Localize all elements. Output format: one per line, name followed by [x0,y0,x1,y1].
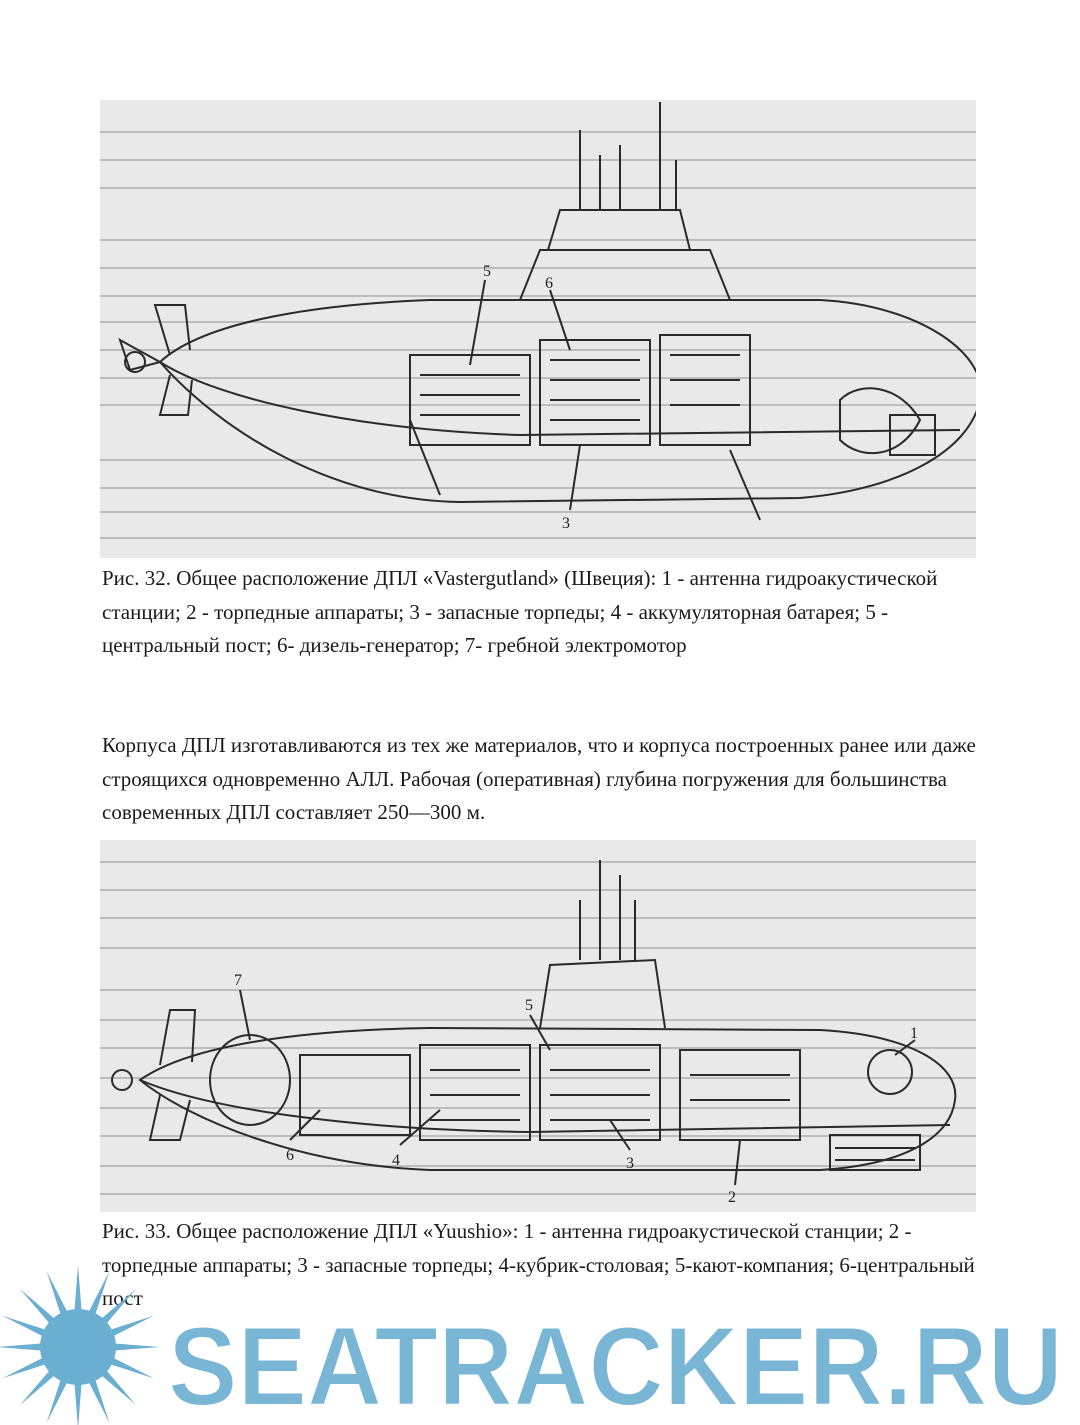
sun-ray [99,1289,136,1326]
sun-ray [2,1316,48,1338]
figure-32-submarine-drawing [100,100,976,558]
watermark-text: SEATRACKER.RU [168,1304,1063,1425]
fig33-callout-2: 2 [728,1189,736,1206]
fig33-callout-3: 3 [626,1155,634,1172]
fig32-callout-5: 5 [483,263,491,280]
figure-33-caption-text: Рис. 33. Общее расположение ДПЛ «Yuushio»: 1 - антенна гидроакустической станции; 2 - торпедные аппараты; 3 - запасные торпеды; 4-кубрик-столовая; 5-кают-компания; 6-центральный пост [102,1219,975,1310]
body-paragraph-text: Корпуса ДПЛ изготавливаются из тех же материалов, что и корпуса построенных ранее или даже строящихся одновременно АЛЛ. Рабочая (оперативная) глубина погружения для большинства современных ДПЛ составляет 250—300 м. [102,733,976,824]
sun-ray [2,1356,48,1378]
figure-32-caption [102,562,982,663]
body-paragraph [102,729,982,830]
sun-ray [112,1343,160,1350]
sun-ray [108,1316,154,1338]
sun-ray [99,1368,136,1405]
sun-ray [20,1289,57,1326]
fig33-callout-4: 4 [392,1152,400,1169]
fig33-callout-6: 6 [286,1147,294,1164]
sun-ray [74,1265,81,1313]
sun-ray [47,1271,69,1317]
seatracker-watermark [0,1265,1080,1425]
sun-ray [74,1381,81,1425]
sun-ray [108,1356,154,1378]
sun-ray [87,1377,109,1423]
fig32-callout-3: 3 [562,515,570,532]
fig32-callout-6: 6 [545,275,553,292]
fig33-callout-5: 5 [525,997,533,1014]
fig33-callout-7: 7 [234,972,242,989]
sun-ray [0,1343,44,1350]
sun-ray [20,1368,57,1405]
sun-ray [47,1377,69,1423]
fig33-callout-1: 1 [910,1025,918,1042]
sun-ray [87,1271,109,1317]
figure-33-submarine-drawing [100,840,976,1212]
figure-32-caption-text: Рис. 32. Общее расположение ДПЛ «Vastergutland» (Швеция): 1 - антенна гидроакустической станции; 2 - торпедные аппараты; 3 - запасные торпеды; 4 - аккумуляторная батарея; 5 - центральный пост; 6- дизель-генератор; 7- гребной электромотор [102,566,938,657]
sun-logo-icon [0,1265,160,1425]
